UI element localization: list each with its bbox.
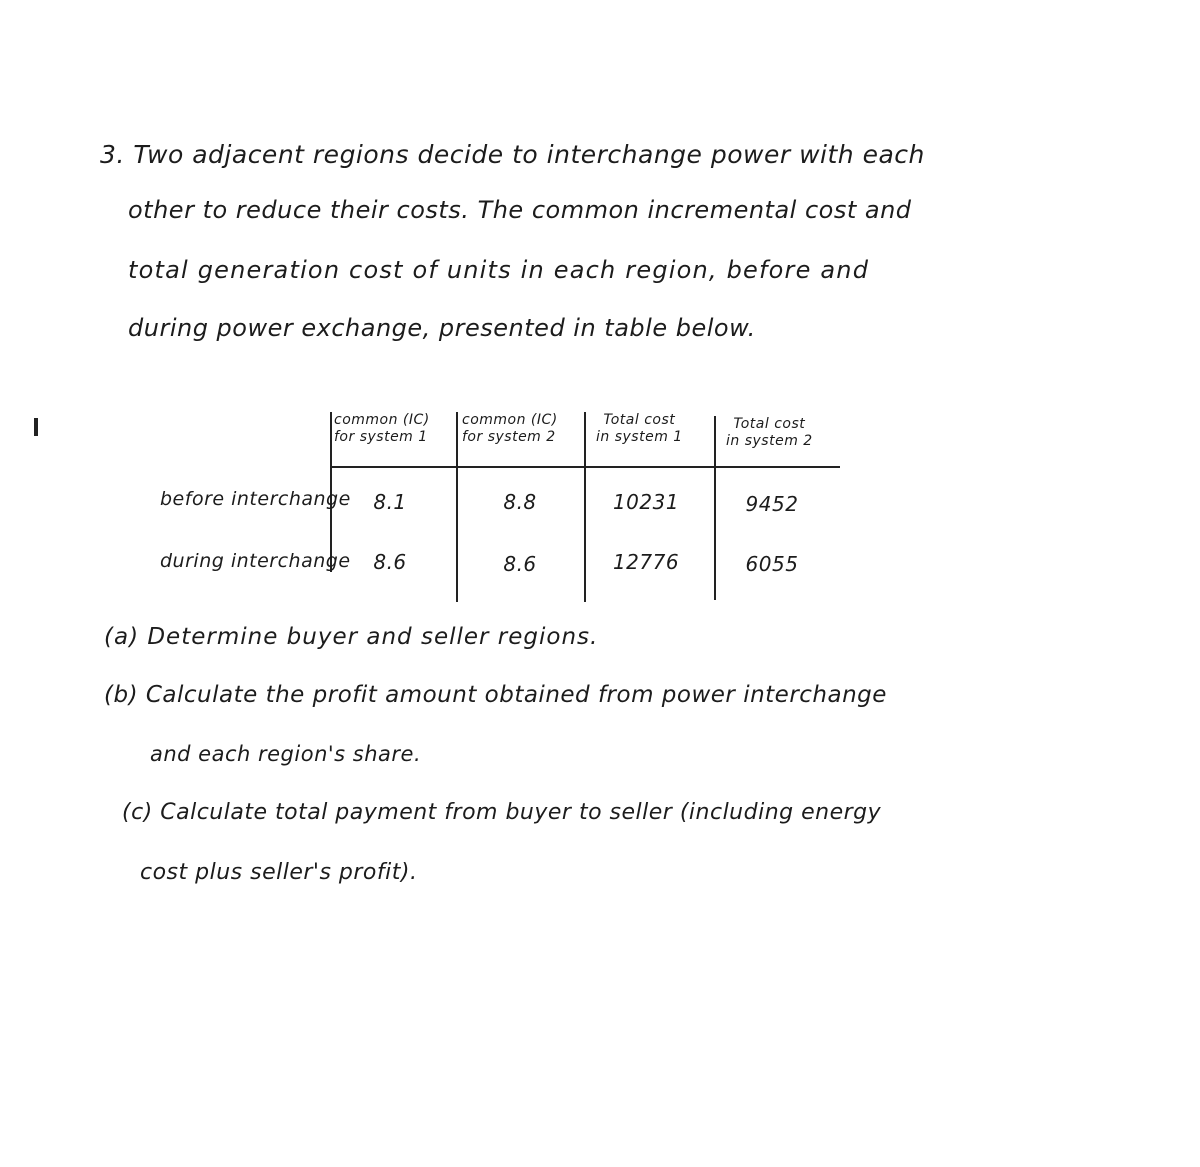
question-c-line-1: (c) Calculate total payment from buyer to seller (including energy [122,800,882,825]
cell-during-ic2: 8.6 [503,552,537,576]
cell-during-ic1: 8.6 [373,550,407,574]
intro-line-1 [100,140,925,169]
cell-before-cost1: 10231 [612,490,680,514]
column-divider-2 [456,412,458,602]
cursor-icon [34,418,38,436]
question-b-line-1: (b) Calculate the profit amount obtained from power interchange [104,682,887,708]
header-ic-system-1: common (IC) for system 1 [334,412,430,445]
cell-during-cost2: 6055 [745,552,799,576]
intro-line-2: other to reduce their costs. The common incremental cost and [128,196,912,224]
intro-line-3: total generation cost of units in each region, before and [128,256,870,284]
cost-table [160,408,850,604]
question-a: (a) Determine buyer and seller regions. [104,624,599,650]
column-divider-3 [584,412,586,602]
problem-number: 3. [100,140,125,169]
intro-text-1: Two adjacent regions decide to interchange power with each [133,140,925,169]
cell-before-ic2: 8.8 [503,490,537,514]
cell-during-cost1: 12776 [612,550,680,574]
header-total-cost-system-2: Total cost in system 2 [726,416,813,449]
row-label-during: during interchange [160,550,351,572]
intro-line-4: during power exchange, presented in table below. [128,314,756,342]
question-b-line-2: and each region's share. [150,742,422,766]
cell-before-cost2: 9452 [745,492,799,516]
question-c-line-2: cost plus seller's profit). [140,860,418,885]
header-total-cost-system-1: Total cost in system 1 [596,412,683,445]
cell-before-ic1: 8.1 [373,490,407,514]
column-divider-4 [714,416,716,600]
header-ic-system-2: common (IC) for system 2 [462,412,558,445]
row-label-before: before interchange [160,488,351,510]
